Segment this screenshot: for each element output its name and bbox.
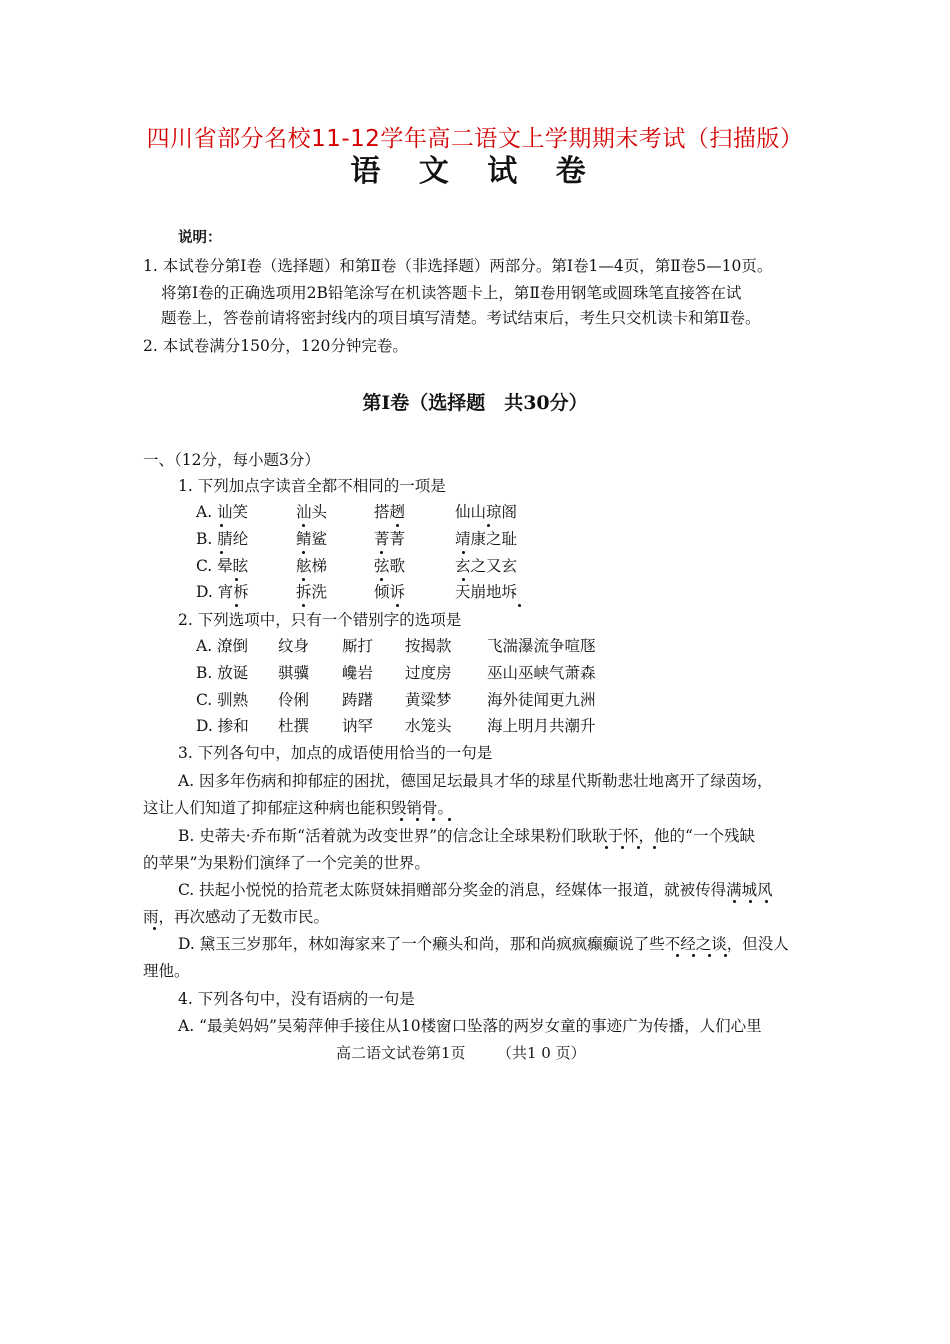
emphasis-dot <box>220 524 223 527</box>
option-cell: 海外徒闻更九洲 <box>487 691 596 709</box>
option-cell: 骐骥 <box>278 664 310 682</box>
emphasis-dot <box>487 524 490 527</box>
option-cell: 黄粱梦 <box>405 691 452 709</box>
question-3-option-c-line-1: C. 扶起小悦悦的拾荒老太陈贤妹捐赠部分奖金的消息，经媒体一报道，就被传得满城风 <box>178 881 773 899</box>
option-cell: 仙山琼阁 <box>455 503 518 521</box>
emphasis-dot <box>380 578 383 581</box>
option-cell: 菁菁 <box>374 530 406 548</box>
section-title: 第Ⅰ卷（选择题 共30分） <box>362 392 588 414</box>
option-cell: 巫山巫峡气萧森 <box>487 664 596 682</box>
emphasis-dot <box>733 900 736 903</box>
option-cell: 拆洗 <box>296 583 328 601</box>
emphasis-dot <box>462 551 465 554</box>
option-cell: 弦歌 <box>374 557 406 575</box>
option-cell: 靖康之耻 <box>455 530 518 548</box>
question-3-stem: 3. 下列各句中，加点的成语使用恰当的一句是 <box>178 744 493 762</box>
exam-title: 语 文 试 卷 <box>350 154 600 189</box>
question-4-option-a-line-1: A. “最美妈妈”吴菊萍伸手接住从10楼窗口坠落的两岁女童的事迹广为传播，人们心里 <box>178 1017 762 1035</box>
option-cell: 过度房 <box>405 664 452 682</box>
emphasis-dot <box>676 954 679 957</box>
question-1-stem: 1. 下列加点字读音全都不相同的一项是 <box>178 477 446 495</box>
option-cell: 搭趔 <box>374 503 406 521</box>
emphasis-dot <box>605 846 608 849</box>
option-cell: 海上明月共潮升 <box>487 717 596 735</box>
question-3-option-a-line-2: 这让人们知道了抑郁症这种病也能积毁销骨。 <box>143 799 454 817</box>
emphasis-dot <box>396 604 399 607</box>
emphasis-dot <box>432 818 435 821</box>
emphasis-dot <box>708 954 711 957</box>
option-cell: 倾诉 <box>374 583 406 601</box>
emphasis-dot <box>448 818 451 821</box>
part-label: 一、（12分，每小题3分） <box>143 451 320 469</box>
emphasis-dot <box>400 818 403 821</box>
footer-page-number: 高二语文试卷第1页 <box>336 1044 466 1062</box>
emphasis-dot <box>462 578 465 581</box>
option-cell: D. 掺和 <box>196 717 249 735</box>
instruction-line-1: 1. 本试卷分第Ⅰ卷（选择题）和第Ⅱ卷（非选择题）两部分。第Ⅰ卷1—4页，第Ⅱ卷5—10页。 <box>143 257 773 275</box>
footer-total-pages: （共1 0 页） <box>497 1044 586 1062</box>
option-cell: C. 驯熟 <box>196 691 249 709</box>
emphasis-dot <box>724 954 727 957</box>
option-cell: 玄之又玄 <box>455 557 518 575</box>
emphasis-dot <box>621 846 624 849</box>
option-cell: A. 讪笑 <box>196 503 249 521</box>
emphasis-dot <box>518 604 521 607</box>
option-cell: 纹身 <box>278 637 310 655</box>
option-cell: 汕头 <box>296 503 328 521</box>
emphasis-dot <box>396 524 399 527</box>
option-cell: 伶俐 <box>278 691 310 709</box>
option-cell: D. 宵柝 <box>196 583 249 601</box>
emphasis-dot <box>235 604 238 607</box>
emphasis-dot <box>302 524 305 527</box>
question-3-option-a-line-1: A. 因多年伤病和抑郁症的困扰，德国足坛最具才华的球星代斯勒悲壮地离开了绿茵场， <box>178 772 773 790</box>
emphasis-dot <box>380 551 383 554</box>
instruction-line-4: 2. 本试卷满分150分，120分钟完卷。 <box>143 337 408 355</box>
emphasis-dot <box>749 900 752 903</box>
question-3-option-b-line-1: B. 史蒂夫·乔布斯“活着就为改变世界”的信念让全球果粉们耿耿于怀，他的“一个残缺 <box>178 827 755 845</box>
emphasis-dot <box>637 846 640 849</box>
option-cell: 巉岩 <box>342 664 374 682</box>
emphasis-dot <box>416 818 419 821</box>
option-cell: 天崩地坼 <box>455 583 518 601</box>
option-cell: B. 腈纶 <box>196 530 249 548</box>
emphasis-dot <box>235 578 238 581</box>
emphasis-dot <box>692 954 695 957</box>
option-cell: 杜撰 <box>278 717 310 735</box>
option-cell: 飞湍瀑流争喧豗 <box>487 637 596 655</box>
question-3-option-b-line-2: 的苹果”为果粉们演绎了一个完美的世界。 <box>143 854 430 872</box>
question-2-stem: 2. 下列选项中，只有一个错别字的选项是 <box>178 611 462 629</box>
option-cell: C. 晕眩 <box>196 557 249 575</box>
option-cell: 舷梯 <box>296 557 328 575</box>
option-cell: 水笼头 <box>405 717 452 735</box>
emphasis-dot <box>302 578 305 581</box>
option-cell: 讷罕 <box>342 717 374 735</box>
instruction-line-3: 题卷上，答卷前请将密封线内的项目填写清楚。考试结束后，考生只交机读卡和第Ⅱ卷。 <box>161 309 761 327</box>
option-cell: 按揭款 <box>405 637 452 655</box>
option-cell: 鲭鲨 <box>296 530 328 548</box>
emphasis-dot <box>653 846 656 849</box>
emphasis-dot <box>765 900 768 903</box>
question-3-option-c-line-2: 雨，再次感动了无数市民。 <box>143 908 330 926</box>
question-4-stem: 4. 下列各句中，没有语病的一句是 <box>178 990 415 1008</box>
instructions-label: 说明： <box>178 229 222 246</box>
option-cell: 踌躇 <box>342 691 374 709</box>
emphasis-dot <box>153 927 156 930</box>
option-cell: 厮打 <box>342 637 374 655</box>
emphasis-dot <box>302 551 305 554</box>
document-source-title: 四川省部分名校11-12学年高二语文上学期期末考试（扫描版） <box>146 126 804 152</box>
instruction-line-2: 将第Ⅰ卷的正确选项用2B铅笔涂写在机读答题卡上，第Ⅱ卷用钢笔或圆珠笔直接答在试 <box>161 284 742 302</box>
emphasis-dot <box>302 604 305 607</box>
emphasis-dot <box>220 551 223 554</box>
option-cell: B. 放诞 <box>196 664 249 682</box>
option-cell: A. 潦倒 <box>196 637 249 655</box>
question-3-option-d-line-2: 理他。 <box>143 962 190 980</box>
question-3-option-d-line-1: D. 黛玉三岁那年，林如海家来了一个癞头和尚，那和尚疯疯癫癫说了些不经之谈，但没人 <box>178 935 789 953</box>
